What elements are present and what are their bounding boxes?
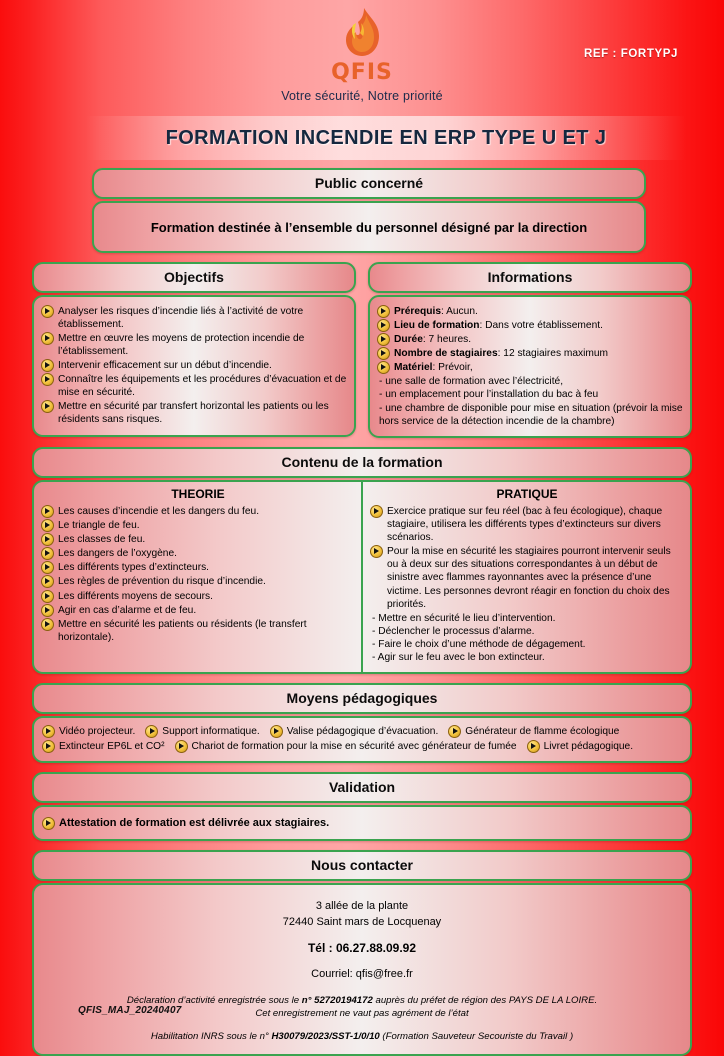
theorie-item: Les différents moyens de secours. bbox=[58, 590, 213, 602]
brand-name: QFIS bbox=[331, 60, 393, 85]
materiel-sub-item: - une chambre de disponible pour mise en situation (prévoir la mise hors service de la détection incendie de la chambre) bbox=[379, 402, 683, 427]
list-item bbox=[41, 505, 355, 518]
objectif-text: Mettre en sécurité par transfert horizontal les patients ou les résidents sans risques. bbox=[58, 401, 329, 426]
play-triangle-bullet-icon bbox=[41, 590, 54, 603]
information-line bbox=[394, 305, 684, 318]
theorie-item: Les causes d’incendie et les dangers du feu. bbox=[58, 505, 260, 517]
moyen-text: Extincteur EP6L et CO² bbox=[59, 740, 165, 752]
objectif-text: Connaître les équipements et les procédures d’évacuation et de mise en sécurité. bbox=[58, 374, 347, 399]
play-triangle-bullet-icon bbox=[41, 359, 54, 372]
information-label: Lieu de formation bbox=[394, 320, 480, 332]
section-body-contact bbox=[32, 883, 692, 1055]
section-heading-moyens: Moyens pédagogiques bbox=[32, 683, 692, 714]
moyen-text: Générateur de flamme écologique bbox=[465, 725, 620, 737]
information-value: : 7 heures. bbox=[422, 334, 472, 346]
play-triangle-bullet-icon bbox=[42, 740, 55, 753]
list-item bbox=[41, 359, 348, 372]
reference-code: REF : FORTYPJ bbox=[583, 48, 678, 60]
information-line bbox=[394, 333, 684, 346]
materiel-sub-item: - une salle de formation avec l’électricité, bbox=[379, 376, 564, 388]
pratique-item: Exercice pratique sur feu réel (bac à feu écologique), chaque stagiaire, utilisera les différents types d’extincteurs sur divers scénarios. bbox=[387, 505, 663, 544]
play-triangle-bullet-icon bbox=[145, 725, 158, 738]
play-triangle-bullet-icon bbox=[377, 347, 390, 360]
habilitation-text-a: Habilitation INRS sous le n° bbox=[150, 1030, 272, 1042]
information-label: Matériel bbox=[394, 362, 433, 374]
play-triangle-bullet-icon bbox=[41, 618, 54, 631]
pratique-dash-item: - Faire le choix d’une méthode de dégagement. bbox=[372, 639, 586, 651]
play-triangle-bullet-icon bbox=[370, 505, 383, 518]
play-triangle-bullet-icon bbox=[41, 305, 54, 318]
section-heading-objectifs: Objectifs bbox=[32, 262, 356, 293]
information-value: : Dans votre établissement. bbox=[479, 320, 603, 332]
information-value: : Aucun. bbox=[441, 306, 478, 317]
section-body-objectifs bbox=[32, 295, 356, 437]
flame-icon bbox=[339, 6, 385, 62]
list-item bbox=[270, 724, 439, 739]
materiel-sub-item: - un emplacement pour l’installation du bac à feu bbox=[379, 389, 599, 401]
play-triangle-bullet-icon bbox=[42, 817, 55, 830]
list-item bbox=[41, 618, 355, 644]
moyen-text: Vidéo projecteur. bbox=[59, 725, 136, 737]
subsection-title-pratique: PRATIQUE bbox=[496, 487, 558, 502]
list-item bbox=[377, 333, 684, 346]
legal-habilitation bbox=[44, 1030, 680, 1044]
play-triangle-bullet-icon bbox=[41, 400, 54, 413]
play-triangle-bullet-icon bbox=[370, 545, 383, 558]
play-triangle-bullet-icon bbox=[41, 604, 54, 617]
legal-text-a: Déclaration d’activité enregistrée sous le bbox=[126, 995, 302, 1007]
moyens-row-2 bbox=[42, 739, 682, 754]
information-line bbox=[394, 361, 684, 374]
section-objectifs bbox=[32, 262, 356, 438]
section-body-contenu bbox=[32, 480, 692, 673]
list-item bbox=[41, 533, 355, 546]
information-value: : Prévoir, bbox=[432, 362, 473, 374]
list-item bbox=[370, 505, 684, 544]
play-triangle-bullet-icon bbox=[377, 361, 390, 374]
list-item bbox=[377, 305, 684, 318]
moyen-text: Support informatique. bbox=[162, 725, 260, 737]
play-triangle-bullet-icon bbox=[42, 725, 55, 738]
list-item bbox=[370, 545, 684, 611]
list-item bbox=[41, 590, 355, 603]
public-concerne-text: Formation destinée à l’ensemble du personnel désigné par la direction bbox=[150, 219, 588, 235]
play-triangle-bullet-icon bbox=[377, 333, 390, 346]
contenu-column-pratique bbox=[363, 482, 690, 671]
contact-address-line-2: 72440 Saint mars de Locquenay bbox=[282, 915, 442, 928]
list-item bbox=[41, 373, 348, 399]
list-item bbox=[41, 575, 355, 588]
information-value: : 12 stagiaires maximum bbox=[497, 348, 609, 360]
theorie-item: Les règles de prévention du risque d’incendie. bbox=[58, 576, 266, 588]
pratique-dash-item: - Agir sur le feu avec le bon extincteur. bbox=[372, 652, 545, 664]
section-heading-validation: Validation bbox=[32, 772, 692, 803]
information-label: Durée bbox=[394, 334, 423, 346]
document-footer-version: QFIS_MAJ_20240407 bbox=[78, 1005, 182, 1016]
section-body-informations bbox=[368, 295, 692, 438]
list-item bbox=[42, 739, 165, 754]
play-triangle-bullet-icon bbox=[41, 561, 54, 574]
play-triangle-bullet-icon bbox=[270, 725, 283, 738]
list-item bbox=[145, 724, 259, 739]
section-contenu-formation bbox=[32, 447, 692, 673]
list-item bbox=[41, 400, 348, 426]
legal-text-c: auprès du préfet de région des PAYS DE LA LOIRE. bbox=[372, 995, 598, 1007]
information-label: Prérequis bbox=[394, 306, 441, 317]
list-item bbox=[42, 724, 135, 739]
contact-address-line-1: 3 allée de la plante bbox=[315, 900, 409, 913]
theorie-item: Agir en cas d’alarme et de feu. bbox=[58, 604, 197, 616]
contenu-column-theorie bbox=[34, 482, 363, 671]
play-triangle-bullet-icon bbox=[41, 505, 54, 518]
play-triangle-bullet-icon bbox=[41, 332, 54, 345]
section-public-concerne bbox=[92, 168, 646, 253]
information-line bbox=[394, 319, 684, 332]
list-item bbox=[377, 319, 684, 332]
play-triangle-bullet-icon bbox=[41, 519, 54, 532]
theorie-item: Le triangle de feu. bbox=[58, 519, 140, 531]
section-moyens-pedagogiques bbox=[32, 683, 692, 764]
information-label: Nombre de stagiaires bbox=[394, 348, 498, 360]
theorie-item: Les différents types d’extincteurs. bbox=[58, 562, 210, 574]
section-body-moyens bbox=[32, 716, 692, 764]
list-item bbox=[41, 332, 348, 358]
objectif-text: Intervenir efficacement sur un début d’incendie. bbox=[58, 360, 272, 372]
page-title-bar bbox=[86, 116, 686, 160]
section-contact bbox=[32, 850, 692, 1055]
list-item bbox=[175, 739, 517, 754]
list-item bbox=[377, 361, 684, 374]
contact-phone: Tél : 06.27.88.09.92 bbox=[307, 941, 417, 956]
section-body-public bbox=[92, 201, 646, 253]
page-title: FORMATION INCENDIE EN ERP TYPE U ET J bbox=[165, 126, 607, 149]
play-triangle-bullet-icon bbox=[527, 740, 540, 753]
section-validation bbox=[32, 772, 692, 841]
moyen-text: Livret pédagogique. bbox=[543, 740, 634, 752]
moyen-text: Valise pédagogique d’évacuation. bbox=[286, 725, 439, 737]
list-item bbox=[41, 604, 355, 617]
section-informations bbox=[368, 262, 692, 438]
pratique-dash-item: - Déclencher le processus d’alarme. bbox=[372, 626, 535, 638]
play-triangle-bullet-icon bbox=[41, 533, 54, 546]
play-triangle-bullet-icon bbox=[41, 575, 54, 588]
list-item bbox=[41, 305, 348, 331]
list-item bbox=[41, 519, 355, 532]
habilitation-text-c: (Formation Sauveteur Secouriste du Travail ) bbox=[379, 1030, 574, 1042]
play-triangle-bullet-icon bbox=[377, 319, 390, 332]
play-triangle-bullet-icon bbox=[41, 547, 54, 560]
section-heading-public: Public concerné bbox=[92, 168, 646, 199]
legal-declaration-note: Cet enregistrement ne vaut pas agrément de l’état bbox=[255, 1007, 469, 1019]
list-item bbox=[448, 724, 619, 739]
list-item bbox=[527, 739, 634, 754]
pratique-dash-item: - Mettre en sécurité le lieu d’intervention. bbox=[372, 612, 556, 624]
information-line bbox=[394, 347, 684, 360]
theorie-item: Mettre en sécurité les patients ou résidents (le transfert horizontale). bbox=[58, 618, 307, 644]
contact-email[interactable]: Courriel: qfis@free.fr bbox=[311, 968, 413, 981]
list-item bbox=[377, 347, 684, 360]
moyen-text: Chariot de formation pour la mise en sécurité avec générateur de fumée bbox=[191, 740, 517, 752]
section-body-validation bbox=[32, 805, 692, 841]
habilitation-number: H30079/2023/SST-1/0/10 bbox=[271, 1030, 380, 1042]
play-triangle-bullet-icon bbox=[377, 305, 390, 318]
objectifs-informations-row bbox=[32, 262, 692, 438]
validation-text: Attestation de formation est délivrée aux stagiaires. bbox=[59, 817, 330, 830]
pratique-item: Pour la mise en sécurité les stagiaires pourront intervenir seuls ou à deux sur des situations correspondantes à un début de sinistre avec flammes rayonnantes avec la présence d’une victime. Les personnes devront réagir en fonction du choix des priorités. bbox=[387, 546, 671, 610]
theorie-item: Les classes de feu. bbox=[58, 534, 146, 546]
brand-tagline: Votre sécurité, Notre priorité bbox=[281, 89, 443, 103]
section-heading-informations: Informations bbox=[368, 262, 692, 293]
objectif-text: Analyser les risques d’incendie liés à l’activité de votre établissement. bbox=[58, 306, 304, 331]
play-triangle-bullet-icon bbox=[41, 373, 54, 386]
list-item bbox=[41, 547, 355, 560]
document-header bbox=[0, 0, 724, 112]
theorie-item: Les dangers de l’oxygène. bbox=[58, 548, 177, 560]
moyens-row-1 bbox=[42, 724, 682, 739]
section-heading-contact: Nous contacter bbox=[32, 850, 692, 881]
play-triangle-bullet-icon bbox=[448, 725, 461, 738]
play-triangle-bullet-icon bbox=[175, 740, 188, 753]
subsection-title-theorie: THEORIE bbox=[171, 487, 225, 502]
objectif-text: Mettre en œuvre les moyens de protection incendie de l’établissement. bbox=[58, 333, 305, 358]
list-item bbox=[41, 561, 355, 574]
section-heading-contenu: Contenu de la formation bbox=[32, 447, 692, 478]
legal-declaration-number: n° 52720194172 bbox=[301, 995, 373, 1007]
